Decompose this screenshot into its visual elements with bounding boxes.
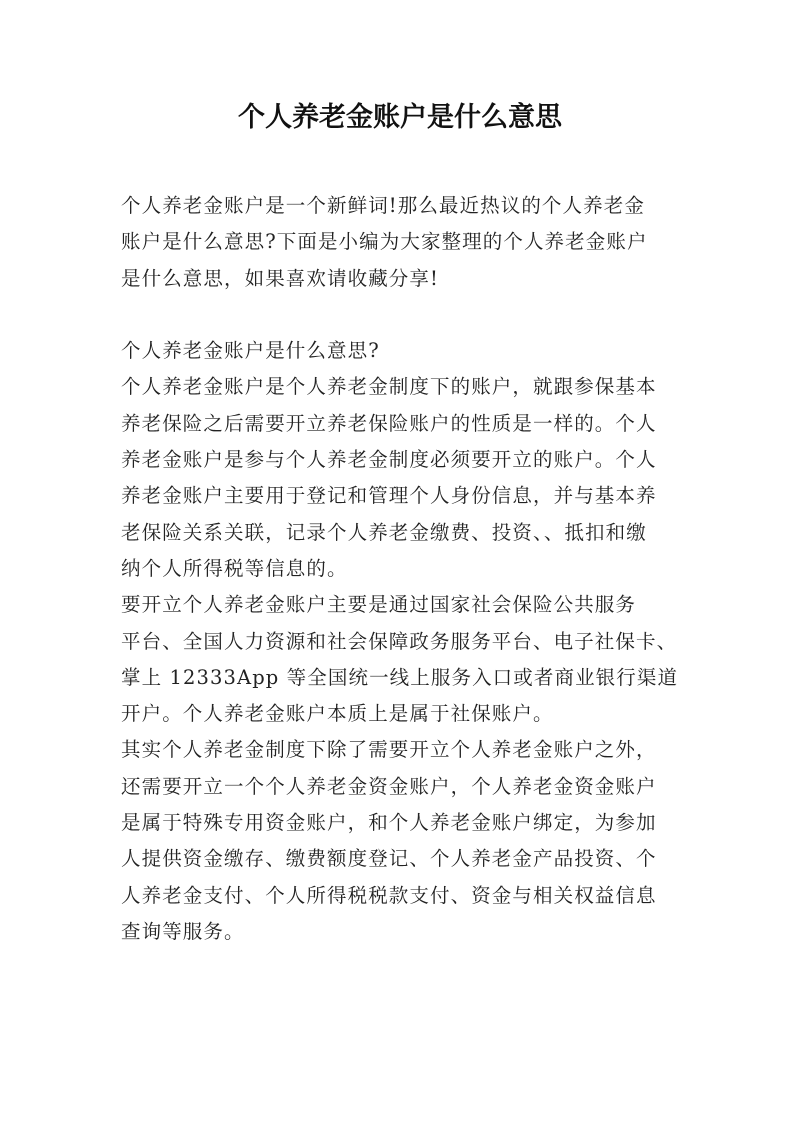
intro-line: 账户是什么意思?下面是小编为大家整理的个人养老金账户 <box>121 230 648 254</box>
document-body <box>121 188 686 950</box>
paragraph-1-line: 养老金账户是参与个人养老金制度必须要开立的账户。个人 <box>121 448 657 472</box>
paragraph-3-line: 其实个人养老金制度下除了需要开立个人养老金账户之外， <box>121 738 657 762</box>
paragraph-1-line: 纳个人所得税等信息的。 <box>121 556 348 580</box>
paragraph-1-line: 个人养老金账户是个人养老金制度下的账户，就跟参保基本 <box>121 375 657 399</box>
paragraph-1-line: 养老金账户主要用于登记和管理个人身份信息，并与基本养 <box>121 484 657 508</box>
paragraph-3-line: 还需要开立一个个人养老金资金账户，个人养老金资金账户 <box>121 774 657 798</box>
intro-line: 个人养老金账户是一个新鲜词!那么最近热议的个人养老金 <box>121 194 645 217</box>
paragraph-2-line: 要开立个人养老金账户主要是通过国家社会保险公共服务 <box>121 593 637 617</box>
paragraph-gap <box>121 297 686 333</box>
paragraph-2-line: 掌上 12333App 等全国统一线上服务入口或者商业银行渠道 <box>121 665 679 689</box>
paragraph-3-line: 人养老金支付、个人所得税税款支付、资金与相关权益信息 <box>121 883 657 907</box>
paragraph-3-line: 查询等服务。 <box>121 919 245 943</box>
paragraph-3-line: 人提供资金缴存、缴费额度登记、个人养老金产品投资、个 <box>121 847 657 871</box>
paragraph-2-line: 开户。个人养老金账户本质上是属于社保账户。 <box>121 702 554 726</box>
document-title: 个人养老金账户是什么意思 <box>238 102 562 133</box>
intro-line: 是什么意思，如果喜欢请收藏分享! <box>121 266 439 290</box>
paragraph-1-line: 养老保险之后需要开立养老保险账户的性质是一样的。个人 <box>121 411 657 435</box>
paragraph-3-line: 是属于特殊专用资金账户，和个人养老金账户绑定，为参加 <box>121 811 657 835</box>
paragraph-1-line: 老保险关系关联，记录个人养老金缴费、投资、、抵扣和缴 <box>121 520 647 544</box>
question-heading: 个人养老金账户是什么意思? <box>121 339 380 363</box>
paragraph-2-line: 平台、全国人力资源和社会保障政务服务平台、电子社保卡、 <box>121 629 678 653</box>
